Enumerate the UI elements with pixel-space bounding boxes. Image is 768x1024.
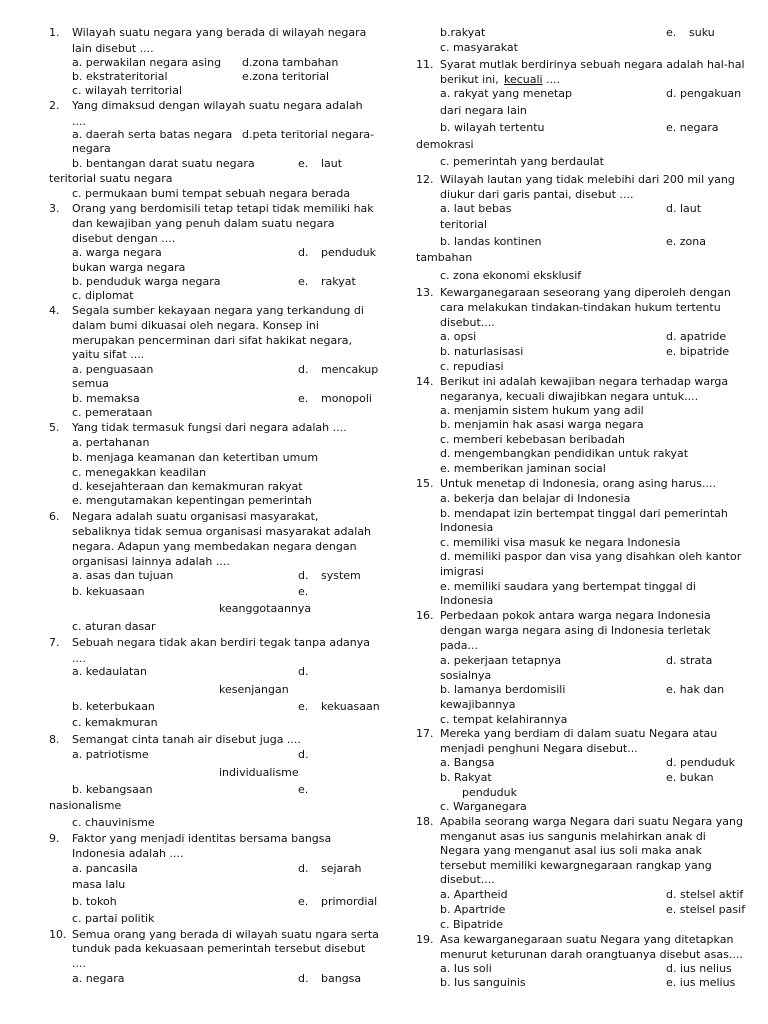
text-line-e-zona-teritorial: e.zona teritorial [242,70,330,83]
text-line-a-bangsa: a. Bangsa [440,756,495,769]
text-line-negara-yang-menganut-asal-ius-soli-maka-: Negara yang menganut asal ius soli maka anak [440,844,702,857]
question-number: 9. [49,832,60,845]
text-line-menurut-keturunan-darah-orangtuanya-dise: menurut keturunan darah orangtuanya disebut asas.... [440,948,743,961]
text-line-laut: laut [321,157,343,170]
text-line-yang-tidak-termasuk-fungsi-dari-negara-a: Yang tidak termasuk fungsi dari negara adalah .... [72,421,347,434]
question-number: 14. [416,375,434,388]
question-number: 16. [416,609,434,622]
text-line-individualisme: individualisme [219,766,299,779]
text-line-mereka-yang-berdiam-di-dalam-suatu-negar: Mereka yang berdiam di dalam suatu Negara atau [440,727,718,740]
text-line-semua-orang-yang-berada-di-wilayah-suatu: Semua orang yang berada di wilayah suatu ngara serta [72,928,379,941]
text-line-demokrasi: demokrasi [416,138,474,151]
text-line-d: d. [298,665,309,678]
text-line-berikut-ini-adalah-kewajiban-negara-terh: Berikut ini adalah kewajiban negara terhadap warga [440,375,729,388]
text-line-semua: semua [72,377,109,390]
text-line-b-menjamin-hak-asasi-warga-negara: b. menjamin hak asasi warga negara [440,418,644,431]
question-number: 4. [49,304,60,317]
text-line-faktor-yang-menjadi-identitas-bersama-ba: Faktor yang menjadi identitas bersama bangsa [72,832,332,845]
text-line-kesenjangan: kesenjangan [219,683,289,696]
text-line-b-kekuasaan: b. kekuasaan [72,585,145,598]
text-line-a-pancasila: a. pancasila [72,862,138,875]
text-line-c-pemerataan: c. pemerataan [72,406,153,419]
question-number: 2. [49,99,60,112]
text-line-c-aturan-dasar: c. aturan dasar [72,620,156,633]
question-number: 12. [416,173,434,186]
text-line-e-stelsel-pasif: e. stelsel pasif [666,903,746,916]
question-number: 8. [49,733,60,746]
text-line-d: d. [298,246,309,259]
text-line-d-ius-nelius: d. ius nelius [666,962,732,975]
question-number: 10. [49,928,67,941]
text-line-text: .... [72,957,86,970]
question-number: 6. [49,510,60,523]
text-line-a-menjamin-sistem-hukum-yang-adil: a. menjamin sistem hukum yang adil [440,404,644,417]
text-line-indonesia: Indonesia [440,594,494,607]
text-line-b-menjaga-keamanan-dan-ketertiban-umum: b. menjaga keamanan dan ketertiban umum [72,451,319,464]
text-line-d: d. [298,748,309,761]
text-line-a-patriotisme: a. patriotisme [72,748,149,761]
text-line-e-memberikan-jaminan-social: e. memberikan jaminan social [440,462,606,475]
text-line-c-menegakkan-keadilan: c. menegakkan keadilan [72,466,207,479]
question-number: 11. [416,58,434,71]
text-line-mencakup: mencakup [321,363,379,376]
text-line-apabila-seorang-warga-negara-dari-suatu-: Apabila seorang warga Negara dari suatu Negara yang [440,815,743,828]
text-line-wilayah-suatu-negara-yang-berada-di-wila: Wilayah suatu negara yang berada di wilayah negara [72,26,367,39]
text-line-b-ius-sanguinis: b. Ius sanguinis [440,976,526,989]
text-line-c-partai-politik: c. partai politik [72,912,155,925]
text-line-text: .... [546,73,560,86]
question-number: 1. [49,26,60,39]
text-line-masa-lalu: masa lalu [72,878,126,891]
text-line-wilayah-lautan-yang-tidak-melebihi-dari-: Wilayah lautan yang tidak melebihi dari 200 mil yang [440,173,735,186]
text-line-b-tokoh: b. tokoh [72,895,117,908]
text-line-a-kedaulatan: a. kedaulatan [72,665,147,678]
text-line-keanggotaannya: keanggotaannya [219,602,312,615]
text-line-e-bipatride: e. bipatride [666,345,730,358]
text-line-sebaliknya-tidak-semua-organisasi-masyar: sebaliknya tidak semua organisasi masyarakat adalah [72,525,372,538]
text-line-orang-yang-berdomisili-tetap-tetapi-tida: Orang yang berdomisili tetap tetapi tidak memiliki hak [72,202,374,215]
text-line-a-negara: a. negara [72,972,125,985]
text-line-b-kebangsaan: b. kebangsaan [72,783,153,796]
text-line-text: .... [72,115,86,128]
text-line-semangat-cinta-tanah-air-disebut-juga: Semangat cinta tanah air disebut juga .... [72,733,301,746]
text-line-dari-negara-lain: dari negara lain [440,104,527,117]
text-line-a-warga-negara: a. warga negara [72,246,162,259]
text-line-kekuasaan: kekuasaan [321,700,380,713]
text-line-c-chauvinisme: c. chauvinisme [72,816,155,829]
text-line-e-mengutamakan-kepentingan-pemerintah: e. mengutamakan kepentingan pemerintah [72,494,312,507]
text-line-penduduk: penduduk [321,246,376,259]
text-line-d-zona-tambahan: d.zona tambahan [242,56,339,69]
text-line-c-warganegara: c. Warganegara [440,800,527,813]
text-line-text: .... [72,652,86,665]
text-line-e-memiliki-saudara-yang-bertempat-tingga: e. memiliki saudara yang bertempat tinggal di [440,580,696,593]
text-line-e: e. [298,895,309,908]
text-line-a-perwakilan-negara-asing: a. perwakilan negara asing [72,56,222,69]
text-line-dalam-bumi-dikuasai-oleh-negara-konsep-i: dalam bumi dikuasai oleh negara. Konsep ini [72,319,319,332]
question-number: 7. [49,636,60,649]
text-line-c-diplomat: c. diplomat [72,289,134,302]
text-line-pada: pada... [440,639,478,652]
text-line-c-memberi-kebebasan-beribadah: c. memberi kebebasan beribadah [440,433,625,446]
text-line-tambahan: tambahan [416,251,473,264]
text-line-bangsa: bangsa [321,972,362,985]
text-line-d: d. [298,363,309,376]
text-line-a-opsi: a. opsi [440,330,477,343]
text-line-a-penguasaan: a. penguasaan [72,363,154,376]
text-line-d: d. [298,569,309,582]
text-line-untuk-menetap-di-indonesia-orang-asing-h: Untuk menetap di Indonesia, orang asing harus.... [440,477,716,490]
text-line-menjadi-penghuni-negara-disebut: menjadi penghuni Negara disebut... [440,742,638,755]
text-line-c-zona-ekonomi-eksklusif: c. zona ekonomi eksklusif [440,269,582,282]
text-line-b-ekstrateritorial: b. ekstrateritorial [72,70,168,83]
text-line-negara-adapun-yang-membedakan-negara-den: negara. Adapun yang membedakan negara dengan [72,540,357,553]
text-line-e: e. [298,157,309,170]
text-line-a-asas-dan-tujuan: a. asas dan tujuan [72,569,174,582]
text-line-e-hak-dan: e. hak dan [666,683,725,696]
text-line-sejarah: sejarah [321,862,362,875]
text-line-organisasi-lainnya-adalah: organisasi lainnya adalah .... [72,555,230,568]
text-line-e: e. [298,585,309,598]
question-number: 5. [49,421,60,434]
text-line-indonesia-adalah: Indonesia adalah .... [72,847,184,860]
text-line-c-wilayah-territorial: c. wilayah territorial [72,84,183,97]
text-line-a-bekerja-dan-belajar-di-indonesia: a. bekerja dan belajar di Indonesia [440,492,631,505]
text-line-negaranya-kecuali-diwajibkan-negara-untu: negaranya, kecuali diwajibkan negara untuk.... [440,390,699,403]
text-line-merupakan-pencerminan-dari-sifat-hakikat: merupakan pencerminan dari sifat hakikat negara, [72,334,353,347]
text-line-b-naturlasisasi: b. naturlasisasi [440,345,524,358]
text-line-diukur-dari-garis-pantai-disebut: diukur dari garis pantai, disebut .... [440,188,634,201]
text-line-suku: suku [689,26,715,39]
text-line-system: system [321,569,361,582]
text-line-perbedaan-pokok-antara-warga-negara-indo: Perbedaan pokok antara warga negara Indonesia [440,609,711,622]
text-line-b-wilayah-tertentu: b. wilayah tertentu [440,121,545,134]
text-line-e-bukan: e. bukan [666,771,714,784]
question-number: 3. [49,202,60,215]
text-line-disebut-dengan: disebut dengan .... [72,232,176,245]
text-line-disebut: disebut.... [440,873,495,886]
text-line-monopoli: monopoli [321,392,372,405]
text-line-e-negara: e. negara [666,121,719,134]
text-line-tunduk-pada-kekuasaan-pemerintah-tersebu: tunduk pada kekuasaan pemerintah tersebut disebut [72,942,366,955]
text-line-e-zona: e. zona [666,235,706,248]
text-line-b-rakyat: b.rakyat [440,26,486,39]
text-line-e: e. [298,392,309,405]
text-line-d-stelsel-aktif: d. stelsel aktif [666,888,744,901]
text-line-a-pertahanan: a. pertahanan [72,436,150,449]
question-number: 15. [416,477,434,490]
text-line-e-ius-melius: e. ius melius [666,976,736,989]
text-line-d-kesejahteraan-dan-kemakmuran-rakyat: d. kesejahteraan dan kemakmuran rakyat [72,480,303,493]
text-line-d: d. [298,862,309,875]
text-line-d-penduduk: d. penduduk [666,756,735,769]
text-line-c-tempat-kelahirannya: c. tempat kelahirannya [440,713,568,726]
text-line-teritorial: teritorial [440,218,488,231]
text-line-berikut-ini: berikut ini, [440,73,499,86]
text-line-d-peta-teritorial-negara: d.peta teritorial negara- [242,128,375,141]
text-line-b-landas-kontinen: b. landas kontinen [440,235,542,248]
text-line-e: e. [298,275,309,288]
text-line-e: e. [298,700,309,713]
text-line-d-mengembangkan-pendidikan-untuk-rakyat: d. mengembangkan pendidikan untuk rakyat [440,447,689,460]
text-line-b-mendapat-izin-bertempat-tinggal-dari-p: b. mendapat izin bertempat tinggal dari pemerintah [440,507,728,520]
text-line-b-lamanya-berdomisili: b. lamanya berdomisili [440,683,566,696]
text-line-cara-melakukan-tindakan-tindakan-hukum-t: cara melakukan tindakan-tindakan hukum tertentu [440,301,721,314]
question-number: 19. [416,933,434,946]
text-line-sosialnya: sosialnya [440,669,492,682]
text-line-kewarganegaraan-seseorang-yang-diperoleh: Kewarganegaraan seseorang yang diperoleh dengan [440,286,731,299]
text-line-indonesia: Indonesia [440,521,494,534]
text-line-c-kemakmuran: c. kemakmuran [72,716,158,729]
text-line-d-strata: d. strata [666,654,713,667]
text-line-syarat-mutlak-berdirinya-sebuah-negara-a: Syarat mutlak berdirinya sebuah negara adalah hal-hal [440,58,745,71]
text-line-d-laut: d. laut [666,202,702,215]
text-line-bukan-warga-negara: bukan warga negara [72,261,186,274]
text-line-disebut: disebut.... [440,316,495,329]
text-line-c-pemerintah-yang-berdaulat: c. pemerintah yang berdaulat [440,155,604,168]
text-line-sebuah-negara-tidak-akan-berdiri-tegak-t: Sebuah negara tidak akan berdiri tegak tanpa adanya [72,636,371,649]
text-line-negara: negara [72,142,111,155]
text-line-a-daerah-serta-batas-negara: a. daerah serta batas negara [72,128,233,141]
text-line-a-laut-bebas: a. laut bebas [440,202,512,215]
text-line-c-masyarakat: c. masyarakat [440,41,518,54]
text-line-negara-adalah-suatu-organisasi-masyaraka: Negara adalah suatu organisasi masyarakat, [72,510,319,523]
text-line-c-memiliki-visa-masuk-ke-negara-indonesi: c. memiliki visa masuk ke negara Indonesia [440,536,681,549]
text-line-menganut-asas-ius-sangunis-melahirkan-an: menganut asas ius sangunis melahirkan anak di [440,830,706,843]
text-line-kewajibannya: kewajibannya [440,698,516,711]
text-line-b-apartride: b. Apartride [440,903,506,916]
text-line-a-rakyat-yang-menetap: a. rakyat yang menetap [440,87,572,100]
text-line-a-pekerjaan-tetapnya: a. pekerjaan tetapnya [440,654,562,667]
text-line-primordial: primordial [321,895,378,908]
text-line-tersebut-memiliki-kewargnegaraan-rangkap: tersebut memiliki kewargnegaraan rangkap yang [440,859,712,872]
text-line-c-permukaan-bumi-tempat-sebuah-negara-be: c. permukaan bumi tempat sebuah negara berada [72,187,351,200]
text-line-d-apatride: d. apatride [666,330,727,343]
text-line-c-repudiasi: c. repudiasi [440,360,504,373]
text-line-asa-kewarganegaraan-suatu-negara-yang-di: Asa kewarganegaraan suatu Negara yang ditetapkan [440,933,734,946]
text-line-d-pengakuan: d. pengakuan [666,87,742,100]
text-line-teritorial-suatu-negara: teritorial suatu negara [49,172,173,185]
text-line-dan-kewajiban-yang-penuh-dalam-suatu-neg: dan kewajiban yang penuh dalam suatu negara [72,217,335,230]
text-line-dengan-warga-negara-asing-di-indonesia-t: dengan warga negara asing di Indonesia terletak [440,624,711,637]
question-number: 18. [416,815,434,828]
text-line-yang-dimaksud-dengan-wilayah-suatu-negar: Yang dimaksud dengan wilayah suatu negara adalah [72,99,363,112]
text-line-d-memiliki-paspor-dan-visa-yang-disahkan: d. memiliki paspor dan visa yang disahkan oleh kantor [440,550,742,563]
text-line-b-penduduk-warga-negara: b. penduduk warga negara [72,275,221,288]
question-number: 17. [416,727,434,740]
text-line-segala-sumber-kekayaan-negara-yang-terka: Segala sumber kekayaan negara yang terkandung di [72,304,364,317]
text-line-yaitu-sifat: yaitu sifat .... [72,348,145,361]
text-line-a-apartheid: a. Apartheid [440,888,508,901]
text-line-nasionalisme: nasionalisme [49,799,122,812]
question-number: 13. [416,286,434,299]
text-line-kecuali: kecuali [504,73,543,86]
text-line-e: e. [298,783,309,796]
text-line-imigrasi: imigrasi [440,565,484,578]
text-line-penduduk: penduduk [462,786,517,799]
text-line-b-keterbukaan: b. keterbukaan [72,700,155,713]
text-line-e: e. [666,26,677,39]
text-line-a-ius-soli: a. Ius soli [440,962,492,975]
text-line-lain-disebut: lain disebut .... [72,42,154,55]
text-line-d: d. [298,972,309,985]
text-line-b-rakyat: b. Rakyat [440,771,492,784]
text-line-b-memaksa: b. memaksa [72,392,140,405]
text-line-b-bentangan-darat-suatu-negara: b. bentangan darat suatu negara [72,157,255,170]
text-line-rakyat: rakyat [321,275,356,288]
text-line-c-bipatride: c. Bipatride [440,918,504,931]
